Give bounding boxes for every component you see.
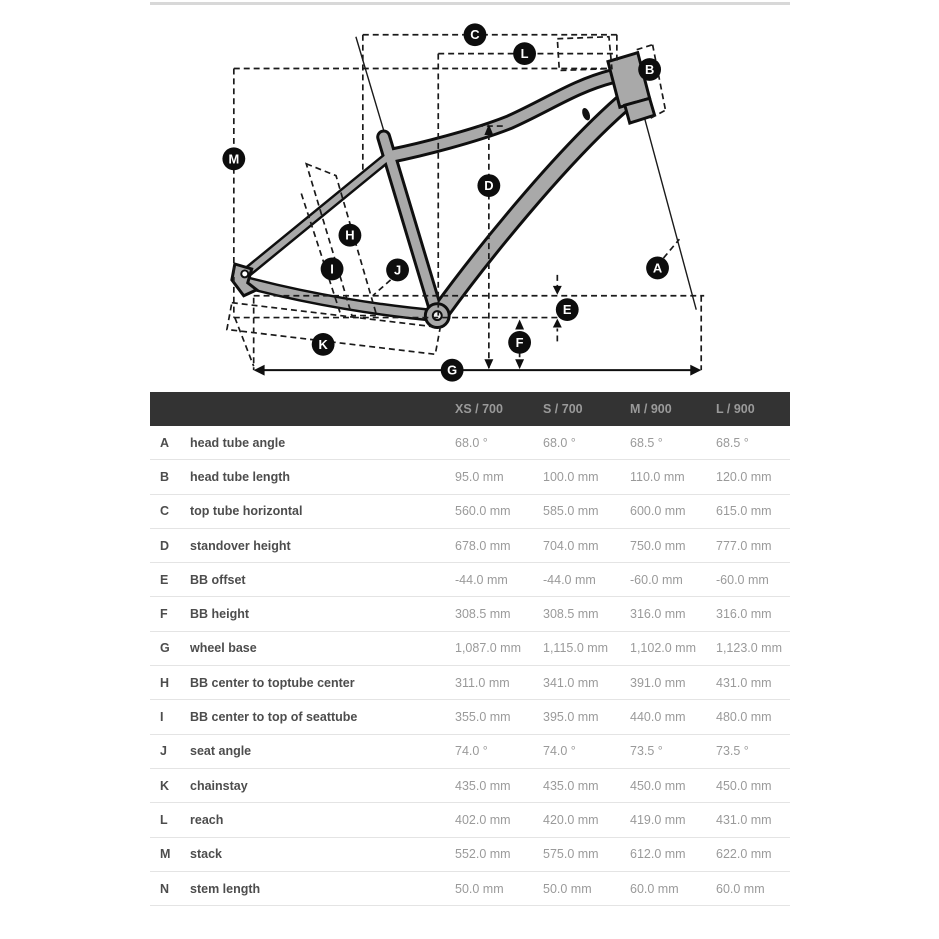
row-value: 419.0 mm [630, 812, 686, 827]
row-value: 391.0 mm [630, 675, 686, 690]
row-value: 600.0 mm [630, 504, 686, 519]
label-letter: L [520, 46, 529, 62]
label-letter: K [318, 336, 328, 352]
dimension-label-m [222, 147, 245, 170]
dimension-label-i [321, 258, 344, 281]
row-value: 73.5 ° [716, 744, 749, 759]
table-row [150, 597, 790, 631]
row-letter: N [160, 881, 170, 896]
row-value: 311.0 mm [455, 675, 510, 690]
row-letter: H [160, 675, 170, 690]
row-letter: A [160, 435, 170, 450]
row-label: BB offset [190, 572, 246, 587]
arrow-e-up [553, 319, 562, 328]
dimension-label-k [312, 333, 335, 356]
row-value: 1,115.0 mm [543, 641, 609, 656]
row-label: standover height [190, 538, 291, 553]
line-corner-connector [235, 318, 254, 367]
label-letter: H [345, 227, 355, 243]
label-letter: A [652, 260, 663, 276]
table-body [150, 426, 790, 906]
table-row [150, 666, 790, 700]
row-value: 560.0 mm [455, 504, 511, 519]
row-letter: D [160, 538, 170, 553]
table-row [150, 838, 790, 872]
row-label: head tube angle [190, 435, 286, 450]
table-row [150, 563, 790, 597]
arrow-g-right [690, 365, 701, 376]
row-value: 50.0 mm [543, 881, 592, 896]
row-value: 395.0 mm [543, 710, 599, 725]
column-header-s: S / 700 [543, 402, 583, 416]
row-label: reach [190, 812, 224, 827]
row-value: 435.0 mm [543, 778, 599, 793]
content-column [150, 0, 790, 906]
row-value: 612.0 mm [630, 847, 686, 862]
dropout-hole [241, 270, 248, 277]
row-label: head tube length [190, 469, 290, 484]
row-label: top tube horizontal [190, 504, 303, 519]
dimension-label-g [441, 359, 464, 382]
row-letter: C [160, 504, 170, 519]
column-header-xs: XS / 700 [455, 402, 503, 416]
row-value: 355.0 mm [455, 710, 511, 725]
row-value: 120.0 mm [716, 469, 772, 484]
label-letter: G [447, 362, 458, 378]
row-value: 68.0 ° [455, 435, 488, 450]
arrow-e-down [553, 286, 562, 295]
label-letter: E [562, 302, 572, 318]
label-letter: J [393, 262, 402, 278]
dimension-label-d [477, 174, 500, 197]
stem-box [557, 37, 612, 71]
label-letter: D [484, 178, 494, 194]
row-value: 341.0 mm [543, 675, 599, 690]
row-value: 622.0 mm [716, 847, 772, 862]
row-value: 73.5 ° [630, 744, 663, 759]
table-row [150, 735, 790, 769]
row-letter: F [160, 607, 168, 622]
row-value: 402.0 mm [455, 812, 511, 827]
table-row [150, 426, 790, 460]
arrow-g-left [254, 365, 265, 376]
table-row [150, 872, 790, 906]
line-j-leader [373, 280, 391, 296]
row-label: chainstay [190, 778, 248, 793]
dimension-label-j [386, 259, 409, 282]
row-value: 74.0 ° [543, 744, 576, 759]
column-header-l: L / 900 [716, 402, 755, 416]
table-row [150, 632, 790, 666]
table-row [150, 803, 790, 837]
row-value: 50.0 mm [455, 881, 504, 896]
row-value: 68.5 ° [630, 435, 663, 450]
row-value: 95.0 mm [455, 469, 504, 484]
row-letter: I [160, 710, 164, 725]
cable-port [581, 107, 592, 121]
geometry-table [150, 392, 790, 906]
row-letter: G [160, 641, 170, 656]
row-value: 777.0 mm [716, 538, 772, 553]
row-value: 704.0 mm [543, 538, 599, 553]
arrow-f-down [515, 359, 524, 369]
row-value: 68.0 ° [543, 435, 576, 450]
row-value: 110.0 mm [630, 469, 685, 484]
table-header [150, 392, 790, 426]
dimension-label-l [513, 42, 536, 65]
frame-geometry-diagram [150, 5, 790, 392]
row-label: BB center to toptube center [190, 675, 355, 690]
label-letter: F [515, 334, 524, 350]
row-label: wheel base [190, 641, 257, 656]
row-value: -44.0 mm [543, 572, 596, 587]
row-letter: K [160, 778, 170, 793]
row-value: 440.0 mm [630, 710, 686, 725]
row-label: BB center to top of seattube [190, 710, 358, 725]
row-value: 74.0 ° [455, 744, 488, 759]
line-a-leader [664, 239, 680, 258]
row-value: 615.0 mm [716, 504, 772, 519]
row-value: 100.0 mm [543, 469, 599, 484]
row-value: 308.5 mm [543, 607, 599, 622]
row-value: 68.5 ° [716, 435, 749, 450]
row-letter: J [160, 744, 167, 759]
row-value: 1,087.0 mm [455, 641, 522, 656]
geometry-svg [150, 5, 790, 392]
dimension-label-b [638, 58, 661, 81]
row-value: 316.0 mm [716, 607, 772, 622]
row-value: 450.0 mm [630, 778, 686, 793]
label-letter: B [644, 61, 655, 77]
row-value: 420.0 mm [543, 812, 599, 827]
row-letter: B [160, 469, 170, 484]
row-value: 60.0 mm [716, 881, 765, 896]
row-value: 585.0 mm [543, 504, 599, 519]
row-letter: M [160, 847, 171, 862]
arrow-d-down [484, 359, 493, 369]
row-value: 450.0 mm [716, 778, 772, 793]
row-letter: L [160, 812, 168, 827]
row-value: 431.0 mm [716, 675, 772, 690]
row-value: -44.0 mm [455, 572, 508, 587]
table-row [150, 769, 790, 803]
row-label: stem length [190, 881, 261, 896]
table-row [150, 495, 790, 529]
table-row [150, 460, 790, 494]
row-value: 316.0 mm [630, 607, 686, 622]
dimension-label-a [646, 257, 669, 280]
row-value: 750.0 mm [630, 538, 686, 553]
row-value: 60.0 mm [630, 881, 679, 896]
row-value: -60.0 mm [716, 572, 769, 587]
bottom-bracket-hole [433, 311, 442, 320]
arrow-f-up [515, 320, 524, 330]
label-letter: C [470, 27, 480, 43]
row-label: stack [190, 847, 222, 862]
row-value: 431.0 mm [716, 812, 772, 827]
seat-tube [384, 137, 438, 316]
row-value: -60.0 mm [630, 572, 683, 587]
seat-stay [244, 155, 391, 275]
dimension-label-h [339, 224, 362, 247]
dimension-label-e [556, 298, 579, 321]
row-value: 575.0 mm [543, 847, 599, 862]
row-value: 678.0 mm [455, 538, 511, 553]
label-letter: I [330, 261, 334, 277]
row-value: 435.0 mm [455, 778, 511, 793]
table-row [150, 529, 790, 563]
dimension-label-f [508, 331, 531, 354]
row-value: 480.0 mm [716, 710, 772, 725]
row-value: 1,123.0 mm [716, 641, 783, 656]
column-header-m: M / 900 [630, 402, 672, 416]
row-letter: E [160, 572, 169, 587]
row-value: 552.0 mm [455, 847, 511, 862]
bike-frame [232, 53, 655, 328]
row-value: 1,102.0 mm [630, 641, 697, 656]
row-label: BB height [190, 607, 250, 622]
row-value: 308.5 mm [455, 607, 511, 622]
row-label: seat angle [190, 744, 252, 759]
label-letter: M [228, 151, 240, 167]
table-row [150, 700, 790, 734]
dimension-label-c [464, 23, 487, 46]
